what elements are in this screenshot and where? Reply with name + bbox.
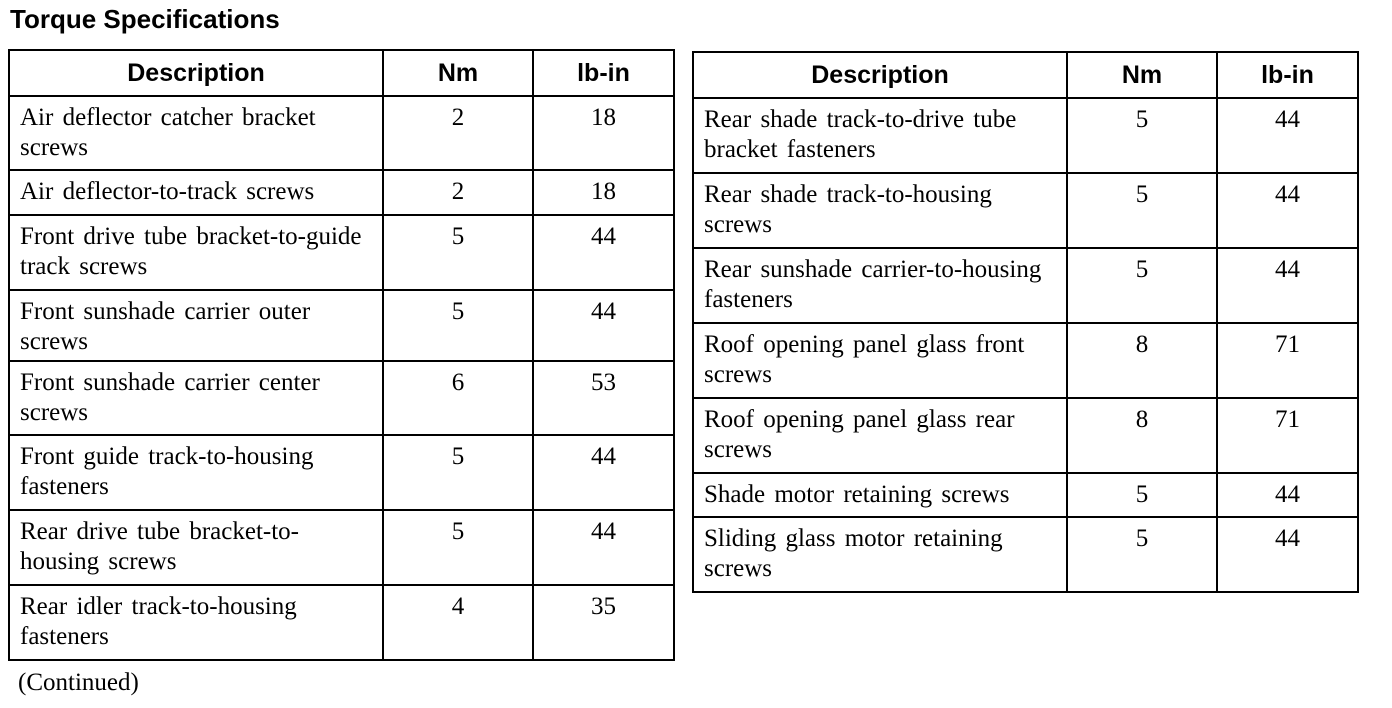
nm-cell: 4 <box>383 585 533 660</box>
column-header-nm: Nm <box>383 50 533 96</box>
nm-cell: 8 <box>1067 398 1217 473</box>
table-row <box>9 585 674 660</box>
nm-cell: 2 <box>383 170 533 215</box>
description-cell: Front drive tube bracket-to-guide track screws <box>9 215 383 290</box>
column-header-lbin: lb-in <box>533 50 674 96</box>
nm-cell: 5 <box>1067 248 1217 323</box>
table-row <box>693 248 1358 323</box>
table-row <box>9 435 674 510</box>
nm-cell: 2 <box>383 96 533 170</box>
table-row <box>9 361 674 435</box>
nm-cell: 5 <box>1067 98 1217 173</box>
lbin-cell: 18 <box>533 96 674 170</box>
description-cell: Rear shade track-to-drive tube bracket fasteners <box>693 98 1067 173</box>
description-cell: Rear shade track-to-housing screws <box>693 173 1067 248</box>
column-header-description: Description <box>693 52 1067 98</box>
lbin-cell: 71 <box>1217 323 1358 398</box>
table-row <box>9 96 674 170</box>
description-cell: Front sunshade carrier outer screws <box>9 290 383 361</box>
nm-cell: 5 <box>383 435 533 510</box>
nm-cell: 5 <box>383 290 533 361</box>
nm-cell: 6 <box>383 361 533 435</box>
lbin-cell: 71 <box>1217 398 1358 473</box>
lbin-cell: 44 <box>1217 248 1358 323</box>
nm-cell: 8 <box>1067 323 1217 398</box>
table-row <box>9 290 674 361</box>
description-cell: Rear drive tube bracket-to-housing screws <box>9 510 383 585</box>
lbin-cell: 44 <box>1217 473 1358 517</box>
description-cell: Front sunshade carrier center screws <box>9 361 383 435</box>
lbin-cell: 53 <box>533 361 674 435</box>
table-row <box>693 517 1358 592</box>
page-title: Torque Specifications <box>10 4 280 34</box>
nm-cell: 5 <box>383 510 533 585</box>
column-header-nm: Nm <box>1067 52 1217 98</box>
continued-note: (Continued) <box>18 669 139 696</box>
lbin-cell: 44 <box>533 435 674 510</box>
torque-table-left <box>8 49 675 661</box>
table-row <box>693 398 1358 473</box>
nm-cell: 5 <box>1067 173 1217 248</box>
table-row <box>9 215 674 290</box>
table-row <box>9 170 674 215</box>
lbin-cell: 44 <box>533 510 674 585</box>
lbin-cell: 44 <box>533 215 674 290</box>
description-cell: Air deflector-to-track screws <box>9 170 383 215</box>
description-cell: Roof opening panel glass front screws <box>693 323 1067 398</box>
lbin-cell: 44 <box>533 290 674 361</box>
nm-cell: 5 <box>1067 473 1217 517</box>
lbin-cell: 44 <box>1217 173 1358 248</box>
lbin-cell: 44 <box>1217 98 1358 173</box>
lbin-cell: 35 <box>533 585 674 660</box>
table-row <box>693 173 1358 248</box>
description-cell: Rear idler track-to-housing fasteners <box>9 585 383 660</box>
description-cell: Shade motor retaining screws <box>693 473 1067 517</box>
table-row <box>693 98 1358 173</box>
nm-cell: 5 <box>383 215 533 290</box>
column-header-lbin: lb-in <box>1217 52 1358 98</box>
table-row <box>9 510 674 585</box>
torque-table-right <box>692 51 1359 593</box>
lbin-cell: 44 <box>1217 517 1358 592</box>
description-cell: Air deflector catcher bracket screws <box>9 96 383 170</box>
table-row <box>693 323 1358 398</box>
description-cell: Rear sunshade carrier-to-housing fasteners <box>693 248 1067 323</box>
description-cell: Front guide track-to-housing fasteners <box>9 435 383 510</box>
column-header-description: Description <box>9 50 383 96</box>
description-cell: Roof opening panel glass rear screws <box>693 398 1067 473</box>
table-row <box>693 473 1358 517</box>
description-cell: Sliding glass motor retaining screws <box>693 517 1067 592</box>
nm-cell: 5 <box>1067 517 1217 592</box>
lbin-cell: 18 <box>533 170 674 215</box>
